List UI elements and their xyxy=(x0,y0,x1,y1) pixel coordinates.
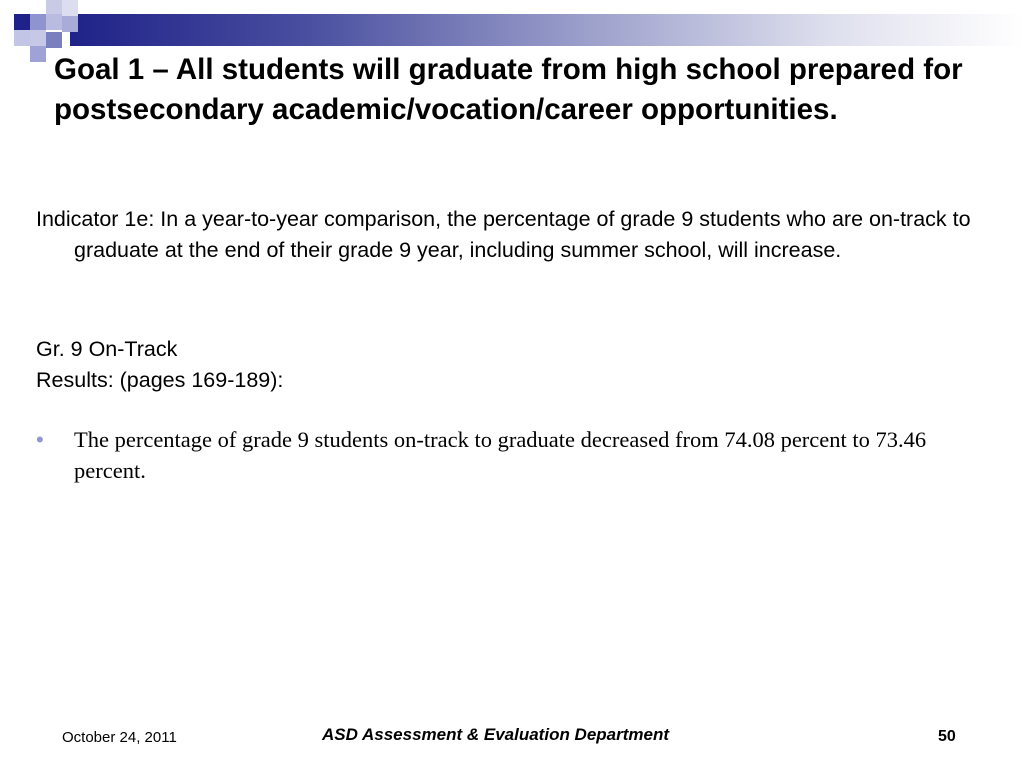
indicator-text: Indicator 1e: In a year-to-year comparison, the percentage of grade 9 students who are on-track to graduate at the end of their grade 9 year, including summer school, will increase. xyxy=(36,207,971,262)
decorative-square-icon xyxy=(30,46,46,62)
slide-title: Goal 1 – All students will graduate from high school prepared for postsecondary academic/vocation/career opportunities. xyxy=(54,53,963,126)
footer-department: ASD Assessment & Evaluation Department xyxy=(322,725,670,744)
bullet-icon: • xyxy=(36,427,44,452)
bullet-list-item xyxy=(36,424,936,486)
header-gradient-bar xyxy=(70,14,1024,46)
results-heading-line-1: Gr. 9 On-Track xyxy=(36,337,178,361)
footer-date: October 24, 2011 xyxy=(62,729,177,746)
decorative-square-icon xyxy=(30,30,46,46)
results-heading xyxy=(36,334,283,396)
page-number: 50 xyxy=(938,728,956,745)
decorative-square-icon xyxy=(14,30,30,46)
decorative-square-icon xyxy=(46,32,62,48)
decorative-square-icon xyxy=(62,16,78,32)
bullet-text: The percentage of grade 9 students on-track to graduate decreased from 74.08 percent to 73.46 percent. xyxy=(74,427,927,483)
decorative-square-icon xyxy=(62,0,78,16)
decorative-square-icon xyxy=(30,14,46,30)
results-heading-line-2: Results: (pages 169-189): xyxy=(36,368,284,392)
decorative-square-icon xyxy=(14,14,30,30)
decorative-square-icon xyxy=(46,14,62,30)
